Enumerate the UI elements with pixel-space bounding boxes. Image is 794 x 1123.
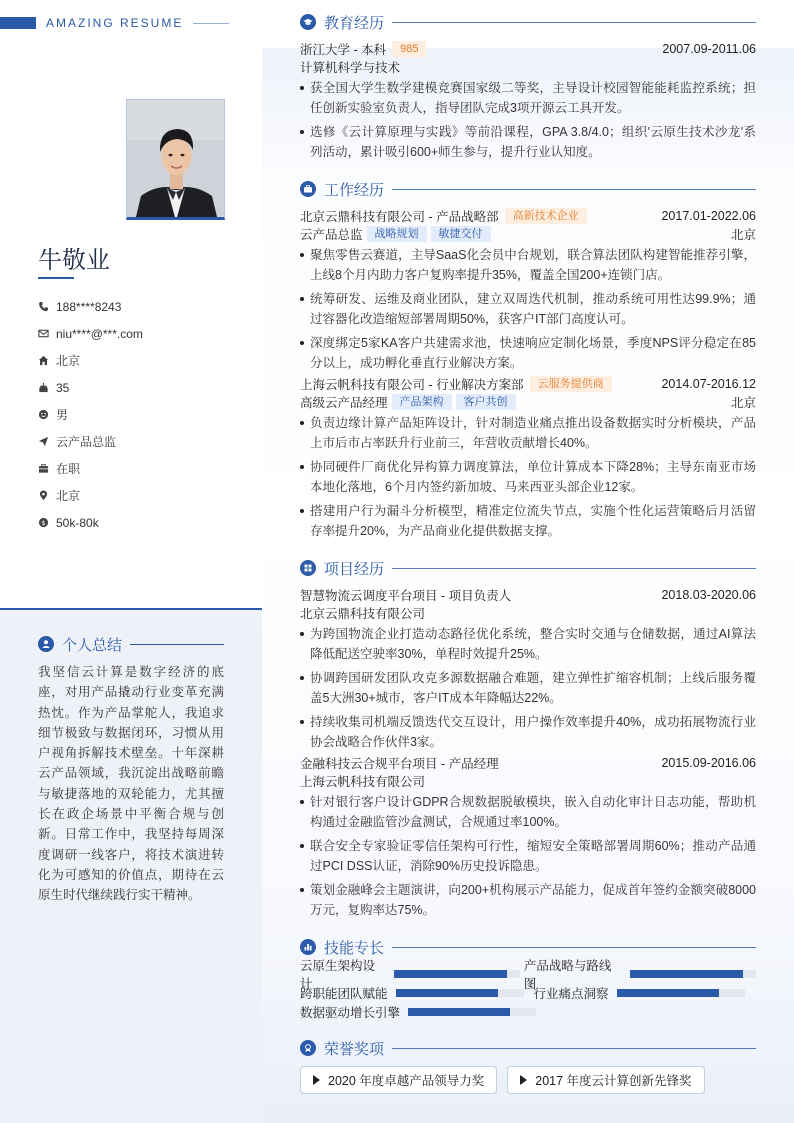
skill-bar-fill xyxy=(396,989,498,997)
skill-name: 跨职能团队赋能 xyxy=(300,986,388,1001)
summary-title: 个人总结 xyxy=(62,636,123,654)
work-header-row xyxy=(300,375,756,393)
brand-header xyxy=(0,16,230,30)
play-icon xyxy=(313,1075,320,1085)
work-title: 工作经历 xyxy=(324,181,385,199)
brand-title: AMAZING RESUME xyxy=(46,16,184,30)
skill-row xyxy=(300,1002,756,1021)
awards-title: 荣誉奖项 xyxy=(324,1040,385,1058)
project-company: 上海云帆科技有限公司 xyxy=(300,775,426,789)
project-date: 2015.09-2016.06 xyxy=(661,756,756,770)
education-section-header xyxy=(300,12,756,32)
graduation-cap-icon xyxy=(300,14,316,30)
list-item: 深度绑定5家KA客户共建需求池，快速响应定制化场景，季度NPS评分稳定在85分以上，成功孵化垂直行业解决方案。 xyxy=(300,333,756,373)
skills-list xyxy=(300,958,756,1021)
skill-bar-fill xyxy=(394,970,507,978)
skill-name: 数据驱动增长引擎 xyxy=(300,1005,401,1020)
award-text: 2020 年度卓越产品领导力奖 xyxy=(328,1074,485,1088)
projects-section-header xyxy=(300,558,756,578)
list-item: 搭建用户行为漏斗分析模型，精准定位流失节点，实施个性化运营策略后月活留存率提升20%，为产品商业化提供数据支撑。 xyxy=(300,501,756,541)
location-icon xyxy=(38,490,56,501)
skill-tag: 客户共创 xyxy=(456,394,516,410)
medal-icon xyxy=(300,1040,316,1056)
company-name: 上海云帆科技有限公司 - 行业解决方案部 xyxy=(300,378,524,392)
info-position xyxy=(38,428,248,455)
skill-bar xyxy=(394,970,520,978)
contact-info-list xyxy=(38,293,248,536)
company-tag: 高新技术企业 xyxy=(505,208,587,224)
project-company-row xyxy=(300,604,756,622)
education-entry xyxy=(300,40,756,166)
skill-name: 行业痛点洞察 xyxy=(533,986,609,1001)
section-divider xyxy=(392,22,756,23)
work-bullets xyxy=(300,413,756,541)
info-text: 云产品总监 xyxy=(56,435,117,449)
project-entry xyxy=(300,586,756,756)
education-title: 教育经历 xyxy=(324,14,385,32)
project-name: 智慧物流云调度平台项目 - 项目负责人 xyxy=(300,589,512,603)
award-badge xyxy=(507,1066,704,1094)
project-header-row xyxy=(300,754,756,772)
list-item: 统筹研发、运维及商业团队，建立双周迭代机制，推动系统可用性达99.9%；通过容器化改造缩短部署周期50%，获客户IT部门高度认可。 xyxy=(300,289,756,329)
list-item: 协调跨国研发团队攻克多源数据融合难题，建立弹性扩缩容机制；上线后服务覆盖5大洲30+城市，客户IT成本年降幅达22%。 xyxy=(300,668,756,708)
candidate-name: 牛敬业 xyxy=(38,246,110,274)
skills-section-header xyxy=(300,937,756,957)
education-date: 2007.09-2011.06 xyxy=(662,42,756,56)
info-text: 北京 xyxy=(56,354,81,368)
work-role-row xyxy=(300,225,756,243)
info-text: 男 xyxy=(56,408,69,422)
work-role-row xyxy=(300,393,756,411)
work-header-row xyxy=(300,207,756,225)
work-city: 北京 xyxy=(730,396,756,410)
work-entry xyxy=(300,207,756,377)
skill-name: 产品战略与路线图 xyxy=(523,958,612,991)
info-status xyxy=(38,455,248,482)
work-date: 2014.07-2016.12 xyxy=(661,377,756,391)
summary-section-header xyxy=(38,634,224,654)
brand-divider xyxy=(193,23,229,24)
major: 计算机科学与技术 xyxy=(300,61,401,75)
info-gender xyxy=(38,401,248,428)
section-divider xyxy=(392,189,756,190)
project-company-row xyxy=(300,772,756,790)
skill-row xyxy=(300,958,756,991)
info-text: 在职 xyxy=(56,462,81,476)
briefcase-icon xyxy=(300,181,316,197)
list-item: 持续收集司机端反馈迭代交互设计，用户操作效率提升40%，成功拓展物流行业协会战略合作伙伴3家。 xyxy=(300,712,756,752)
project-date: 2018.03-2020.06 xyxy=(661,588,756,602)
info-salary xyxy=(38,509,248,536)
award-badge xyxy=(300,1066,497,1094)
avatar xyxy=(126,99,225,220)
info-text: niu****@***.com xyxy=(56,326,143,341)
section-divider xyxy=(392,947,756,948)
info-city xyxy=(38,347,248,374)
project-entry xyxy=(300,754,756,924)
company-name: 北京云鼎科技有限公司 - 产品战略部 xyxy=(300,210,499,224)
phone-icon xyxy=(38,301,56,312)
info-phone xyxy=(38,293,248,320)
work-date: 2017.01-2022.06 xyxy=(661,209,756,223)
skill-bar-fill xyxy=(630,970,743,978)
job-role: 高级云产品经理 xyxy=(300,396,388,410)
info-text: 188****8243 xyxy=(56,299,122,314)
user-icon xyxy=(38,636,54,652)
name-underline xyxy=(38,277,74,279)
school-name: 浙江大学 - 本科 xyxy=(300,43,387,57)
project-bullets xyxy=(300,792,756,920)
svg-text:$: $ xyxy=(41,518,46,527)
work-bullets xyxy=(300,245,756,373)
brand-bar xyxy=(0,17,36,29)
awards-section-header xyxy=(300,1038,756,1058)
awards-list xyxy=(300,1066,715,1094)
skill-tag: 战略规划 xyxy=(367,226,427,242)
skill-bar xyxy=(630,970,756,978)
projects-title: 项目经历 xyxy=(324,560,385,578)
skills-title: 技能专长 xyxy=(324,939,385,957)
job-role: 云产品总监 xyxy=(300,228,363,242)
info-email xyxy=(38,320,248,347)
skill-item xyxy=(534,984,745,1002)
skill-bar xyxy=(408,1008,536,1016)
section-divider xyxy=(130,644,224,645)
list-item: 联合安全专家验证零信任架构可行性，缩短安全策略部署周期60%；推动产品通过PCI DSS认证，消除90%历史投诉隐患。 xyxy=(300,836,756,876)
info-text: 35 xyxy=(56,380,70,395)
list-item: 获全国大学生数学建模竞赛国家级二等奖，主导设计校园智能能耗监控系统；担任创新实验室负责人，指导团队完成3项开源云工具开发。 xyxy=(300,78,756,118)
info-location xyxy=(38,482,248,509)
mail-icon xyxy=(38,328,56,339)
send-icon xyxy=(38,436,56,447)
list-item: 协同硬件厂商优化异构算力调度算法，单位计算成本下降28%；主导东南亚市场本地化落地，6个月内签约新加坡、马来西亚头部企业12家。 xyxy=(300,457,756,497)
skill-bar-fill xyxy=(408,1008,510,1016)
education-major-row xyxy=(300,58,756,76)
company-tag: 云服务提供商 xyxy=(530,376,612,392)
education-header-row xyxy=(300,40,756,58)
list-item: 策划金融峰会主题演讲，向200+机构展示产品能力，促成首年签约金额突破8000万元，复购率达75%。 xyxy=(300,880,756,920)
project-header-row xyxy=(300,586,756,604)
skill-bar xyxy=(396,989,524,997)
summary-text: 我坚信云计算是数字经济的底座，对用产品撬动行业变革充满热忱。作为产品掌舵人，我追求细节极致与数据闭环，习惯从用户视角拆解技术壁垒。十年深耕云产品领域，我沉淀出战略前瞻与敏捷落地的双轮能力，尤其擅长在政企场景中平衡合规与创新。日常工作中，我坚持每周深度调研一线客户，将技术演进转化为可感知的价值点，期待在云原生时代继续践行实干精神。 xyxy=(38,665,224,903)
skill-item xyxy=(300,984,524,1002)
work-city: 北京 xyxy=(730,228,756,242)
project-name: 金融科技云合规平台项目 - 产品经理 xyxy=(300,757,499,771)
gender-icon xyxy=(38,409,56,420)
skill-item xyxy=(300,1003,536,1021)
list-item: 聚焦零售云赛道，主导SaaS化会员中台规划，联合算法团队构建智能推荐引擎，上线8个月内助力客户复购率提升35%，覆盖全国200+连锁门店。 xyxy=(300,245,756,285)
section-divider xyxy=(392,568,756,569)
project-company: 北京云鼎科技有限公司 xyxy=(300,607,426,621)
section-divider xyxy=(392,1048,756,1049)
skill-bar xyxy=(617,989,745,997)
skill-tag: 产品架构 xyxy=(392,394,452,410)
info-age xyxy=(38,374,248,401)
skill-bar-fill xyxy=(617,989,719,997)
cake-icon xyxy=(38,382,56,393)
grid-icon xyxy=(300,560,316,576)
work-entry xyxy=(300,375,756,545)
portrait-image xyxy=(127,100,225,220)
list-item: 选修《云计算原理与实践》等前沿课程，GPA 3.8/4.0；组织'云原生技术沙龙'系列活动，累计吸引600+师生参与，提升行业认知度。 xyxy=(300,122,756,162)
info-text: 50k-80k xyxy=(56,515,99,530)
home-icon xyxy=(38,355,56,366)
skill-name: 云原生架构设计 xyxy=(300,958,376,991)
project-bullets xyxy=(300,624,756,752)
briefcase-icon xyxy=(38,463,56,474)
list-item: 为跨国物流企业打造动态路径优化系统，整合实时交通与仓储数据，通过AI算法降低配送空驶率30%，单程时效提升25%。 xyxy=(300,624,756,664)
work-section-header xyxy=(300,179,756,199)
skill-tag: 敏捷交付 xyxy=(431,226,491,242)
list-item: 针对银行客户设计GDPR合规数据脱敏模块，嵌入自动化审计日志功能，帮助机构通过金融监管沙盒测试，合规通过率100%。 xyxy=(300,792,756,832)
education-bullets xyxy=(300,78,756,162)
list-item: 负责边缘计算产品矩阵设计，针对制造业痛点推出设备数据实时分析模块，产品上市后市占率跃升行业前三，年营收贡献增长40%。 xyxy=(300,413,756,453)
money-icon xyxy=(38,517,56,528)
school-tag: 985 xyxy=(392,41,426,57)
info-text: 北京 xyxy=(56,489,81,503)
play-icon xyxy=(520,1075,527,1085)
award-text: 2017 年度云计算创新先锋奖 xyxy=(535,1074,692,1088)
bar-chart-icon xyxy=(300,939,316,955)
